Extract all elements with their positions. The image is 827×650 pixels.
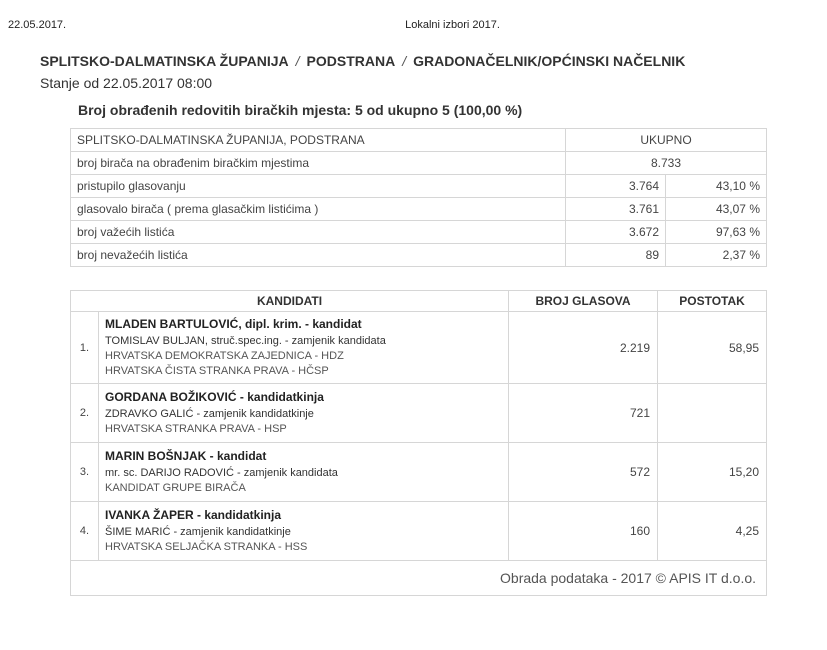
candidate-index: 1. [71, 312, 99, 384]
candidate-name: MLADEN BARTULOVIĆ, dipl. krim. - kandidat [105, 316, 362, 331]
breadcrumb-separator: / [295, 53, 300, 69]
print-header [0, 19, 827, 33]
polling-stations-summary: Broj obrađenih redovitih biračkih mjesta: 5 od ukupno 5 (100,00 %) [78, 102, 523, 118]
stats-row-label: broj važećih listića [71, 221, 566, 244]
candidate-party: KANDIDAT GRUPE BIRAČA [105, 481, 246, 494]
candidate-votes: 160 [509, 502, 658, 561]
data-processing-credit: Obrada podataka - 2017 © APIS IT d.o.o. [71, 561, 767, 596]
breadcrumb [40, 53, 685, 69]
table-row [71, 384, 767, 443]
stats-voters-value: 8.733 [566, 152, 767, 175]
stats-row-value: 3.672 [566, 221, 666, 244]
breadcrumb-county: SPLITSKO-DALMATINSKA ŽUPANIJA [40, 53, 289, 69]
candidate-name: GORDANA BOŽIKOVIĆ - kandidatkinja [105, 389, 324, 404]
table-row [71, 312, 767, 384]
print-title: Lokalni izbori 2017. [405, 19, 500, 31]
candidate-deputy: mr. sc. DARIJO RADOVIĆ - zamjenik kandidata [105, 466, 338, 479]
header-votes: BROJ GLASOVA [509, 291, 658, 312]
stats-row-label: glasovalo birača ( prema glasačkim listićima ) [71, 198, 566, 221]
stats-row-percent: 2,37 % [666, 244, 767, 267]
candidate-deputy: ŠIME MARIĆ - zamjenik kandidatkinje [105, 525, 291, 538]
table-row [71, 152, 767, 175]
table-footer-row [71, 561, 767, 596]
table-header-row [71, 291, 767, 312]
candidate-percent: 4,25 [658, 502, 767, 561]
stats-row-label: broj nevažećih listića [71, 244, 566, 267]
table-row [71, 443, 767, 502]
candidate-percent: 15,20 [658, 443, 767, 502]
table-row [71, 502, 767, 561]
stats-voters-label: broj birača na obrađenim biračkim mjestima [71, 152, 566, 175]
print-date: 22.05.2017. [8, 19, 67, 31]
stats-row-value: 3.761 [566, 198, 666, 221]
candidate-party: HRVATSKA SELJAČKA STRANKA - HSS [105, 540, 308, 553]
table-row [71, 198, 767, 221]
candidate-deputy: TOMISLAV BULJAN, struč.spec.ing. - zamjenik kandidata [105, 334, 386, 347]
stats-row-label: pristupilo glasovanju [71, 175, 566, 198]
candidate-party: HRVATSKA STRANKA PRAVA - HSP [105, 422, 287, 435]
stats-header-label: SPLITSKO-DALMATINSKA ŽUPANIJA, PODSTRANA [71, 129, 566, 152]
candidate-index: 4. [71, 502, 99, 561]
table-row [71, 244, 767, 267]
stats-row-value: 3.764 [566, 175, 666, 198]
turnout-stats-table [70, 128, 767, 267]
candidate-index: 2. [71, 384, 99, 443]
candidate-votes: 2.219 [509, 312, 658, 384]
status-timestamp: Stanje od 22.05.2017 08:00 [40, 75, 213, 91]
candidate-cell [99, 312, 509, 384]
candidate-cell [99, 443, 509, 502]
candidate-votes: 572 [509, 443, 658, 502]
candidate-percent: 58,95 [658, 312, 767, 384]
candidate-cell [99, 502, 509, 561]
candidate-party: HRVATSKA DEMOKRATSKA ZAJEDNICA - HDZ [105, 349, 344, 362]
table-row [71, 129, 767, 152]
candidate-deputy: ZDRAVKO GALIĆ - zamjenik kandidatkinje [105, 407, 314, 420]
stats-row-percent: 43,07 % [666, 198, 767, 221]
breadcrumb-office: GRADONAČELNIK/OPĆINSKI NAČELNIK [413, 53, 686, 69]
stats-row-percent: 97,63 % [666, 221, 767, 244]
breadcrumb-municipality: PODSTRANA [306, 53, 396, 69]
table-row [71, 175, 767, 198]
candidates-table [70, 290, 767, 596]
stats-header-total: UKUPNO [566, 129, 767, 152]
stats-row-value: 89 [566, 244, 666, 267]
header-percent: POSTOTAK [658, 291, 767, 312]
candidate-cell [99, 384, 509, 443]
candidate-name: MARIN BOŠNJAK - kandidat [105, 448, 267, 463]
candidate-percent [658, 384, 767, 443]
candidate-votes: 721 [509, 384, 658, 443]
breadcrumb-separator: / [402, 53, 407, 69]
table-row [71, 221, 767, 244]
header-candidates: KANDIDATI [71, 291, 509, 312]
candidate-index: 3. [71, 443, 99, 502]
candidate-name: IVANKA ŽAPER - kandidatkinja [105, 507, 282, 522]
stats-row-percent: 43,10 % [666, 175, 767, 198]
candidate-party: HRVATSKA ČISTA STRANKA PRAVA - HČSP [105, 364, 329, 377]
